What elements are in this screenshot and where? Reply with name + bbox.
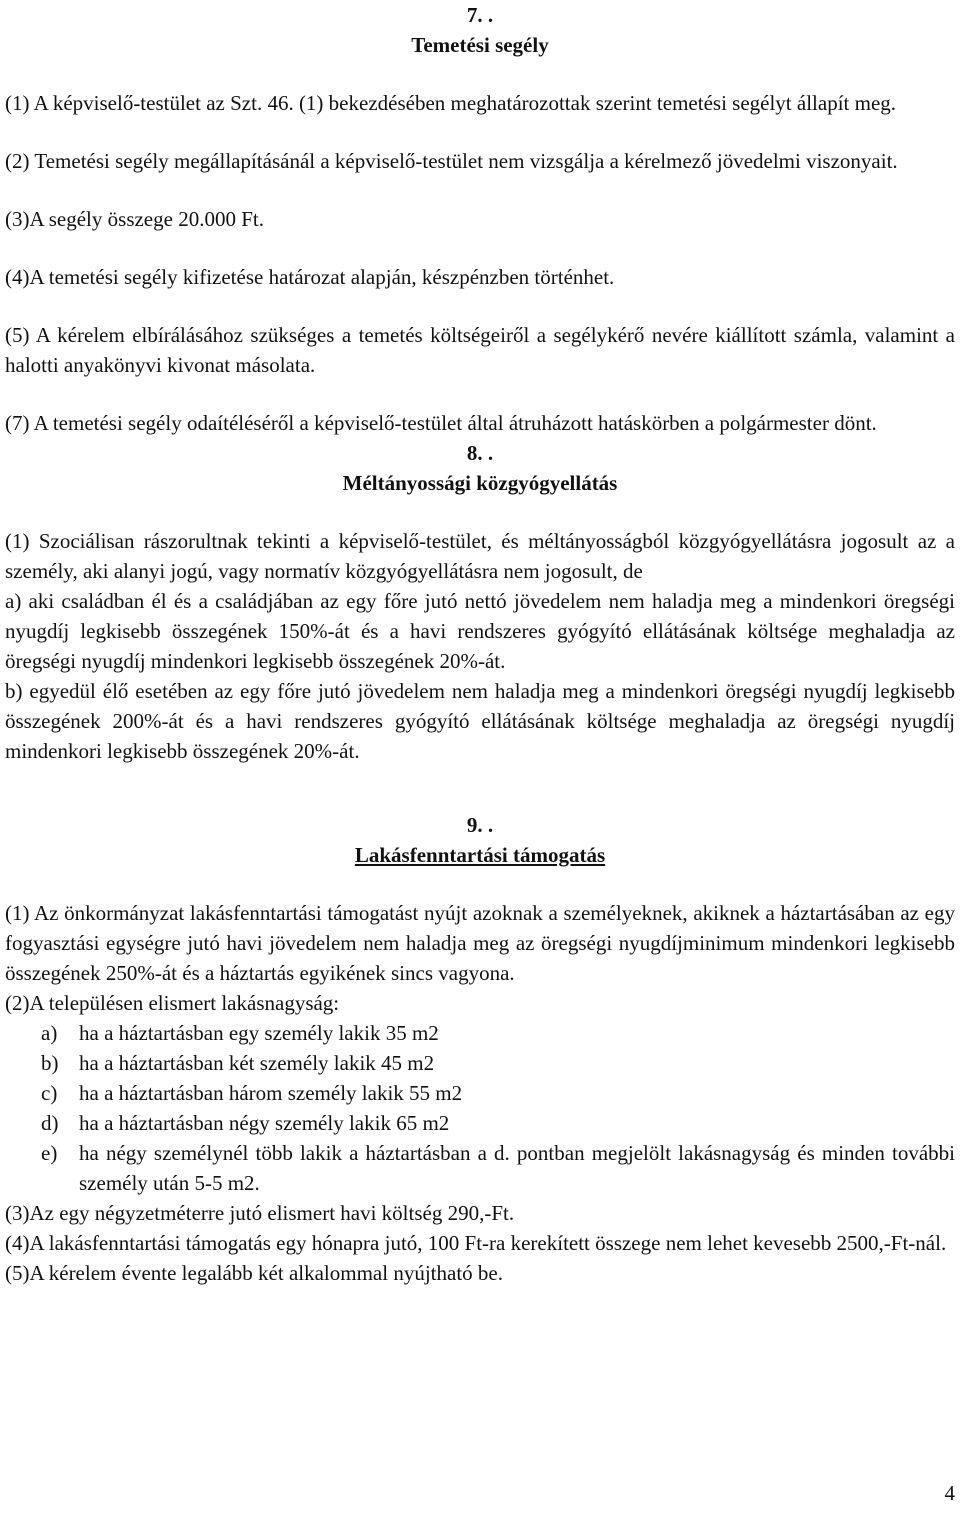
sec7-paragraph-7: (7) A temetési segély odaítéléséről a képviselő-testület által átruházott hatáskörben a polgármester dönt.: [5, 411, 877, 435]
list-item-label: e): [41, 1141, 58, 1165]
list-item-text: ha négy személynél több lakik a háztartásban a d. pontban megjelölt lakásnagyság és minden további személy után 5-5 m2.: [79, 1141, 955, 1195]
section-8-number: 8. .: [466, 441, 494, 465]
list-item: [5, 1138, 955, 1198]
sec9-paragraph-4: (4)A lakásfenntartási támogatás egy hónapra jutó, 100 Ft-ra kerekített összege nem lehet kevesebb 2500,-Ft-nál.: [5, 1231, 947, 1255]
sec7-paragraph-5: (5) A kérelem elbírálásához szükséges a temetés költségeiről a segélykérő nevére kiállított számla, valamint a halotti anyakönyvi kivonat másolata.: [5, 323, 955, 377]
document-page: [5, 0, 955, 1288]
list-item: [5, 1018, 955, 1048]
section-7-number: 7. .: [466, 3, 494, 27]
sec8-paragraph-b: b) egyedül élő esetében az egy főre jutó jövedelem nem haladja meg a mindenkori öregségi nyugdíj legkisebb összegének 200%-át és a havi rendszeres gyógyító ellátásának költsége meghaladja az öregségi nyugdíj mindenkori legkisebb összegének 20%-át.: [5, 679, 955, 763]
sec9-paragraph-1: (1) Az önkormányzat lakásfenntartási támogatást nyújt azoknak a személyeknek, akiknek a háztartásában az egy fogyasztási egységre jutó havi jövedelem nem haladja meg az öregségi nyugdíjminimum mindenkori legkisebb összegének 250%-át és a háztartás egyikének sincs vagyona.: [5, 901, 955, 985]
sec8-paragraph-a: a) aki családban él és a családjában az egy főre jutó nettó jövedelem nem haladja meg a mindenkori öregségi nyugdíj legkisebb összegének 150%-át és a havi rendszeres gyógyító ellátásának költsége meghaladja az öregségi nyugdíj mindenkori legkisebb összegének 20%-át.: [5, 589, 955, 673]
list-item-text: ha a háztartásban egy személy lakik 35 m2: [79, 1021, 439, 1045]
sec7-paragraph-1: (1) A képviselő-testület az Szt. 46. (1) bekezdésében meghatározottak szerint temetési segélyt állapít meg.: [5, 91, 897, 115]
sec9-paragraph-3: (3)Az egy négyzetméterre jutó elismert havi költség 290,-Ft.: [5, 1201, 515, 1225]
list-item-label: c): [41, 1081, 58, 1105]
list-item-label: b): [41, 1051, 59, 1075]
list-item-label: d): [41, 1111, 59, 1135]
list-item: [5, 1048, 955, 1078]
sec7-paragraph-2: (2) Temetési segély megállapításánál a képviselő-testület nem vizsgálja a kérelmező jövedelmi viszonyait.: [5, 149, 898, 173]
list-item-label: a): [41, 1021, 58, 1045]
section-8-title: Méltányossági közgyógyellátás: [342, 471, 618, 495]
section-7-title: Temetési segély: [411, 33, 549, 57]
section-9-title: Lakásfenntartási támogatás: [354, 843, 606, 867]
page-number: 4: [944, 1481, 955, 1505]
section-9-number: 9. .: [466, 813, 494, 837]
list-item-text: ha a háztartásban négy személy lakik 65 m2: [79, 1111, 450, 1135]
sec9-paragraph-5: (5)A kérelem évente legalább két alkalommal nyújtható be.: [5, 1261, 503, 1285]
sec9-paragraph-2: (2)A településen elismert lakásnagyság:: [5, 991, 340, 1015]
list-item: [5, 1078, 955, 1108]
sec7-paragraph-3: (3)A segély összege 20.000 Ft.: [5, 207, 264, 231]
list-item-text: ha a háztartásban három személy lakik 55 m2: [79, 1081, 463, 1105]
list-item: [5, 1108, 955, 1138]
sec7-paragraph-4: (4)A temetési segély kifizetése határozat alapján, készpénzben történhet.: [5, 265, 615, 289]
list-item-text: ha a háztartásban két személy lakik 45 m2: [79, 1051, 435, 1075]
sec8-paragraph-1: (1) Szociálisan rászorultnak tekinti a képviselő-testület, és méltányosságból közgyógyellátásra jogosult az a személy, aki alanyi jogú, vagy normatív közgyógyellátásra nem jogosult, de: [5, 529, 955, 583]
apartment-size-list: [5, 1018, 955, 1198]
